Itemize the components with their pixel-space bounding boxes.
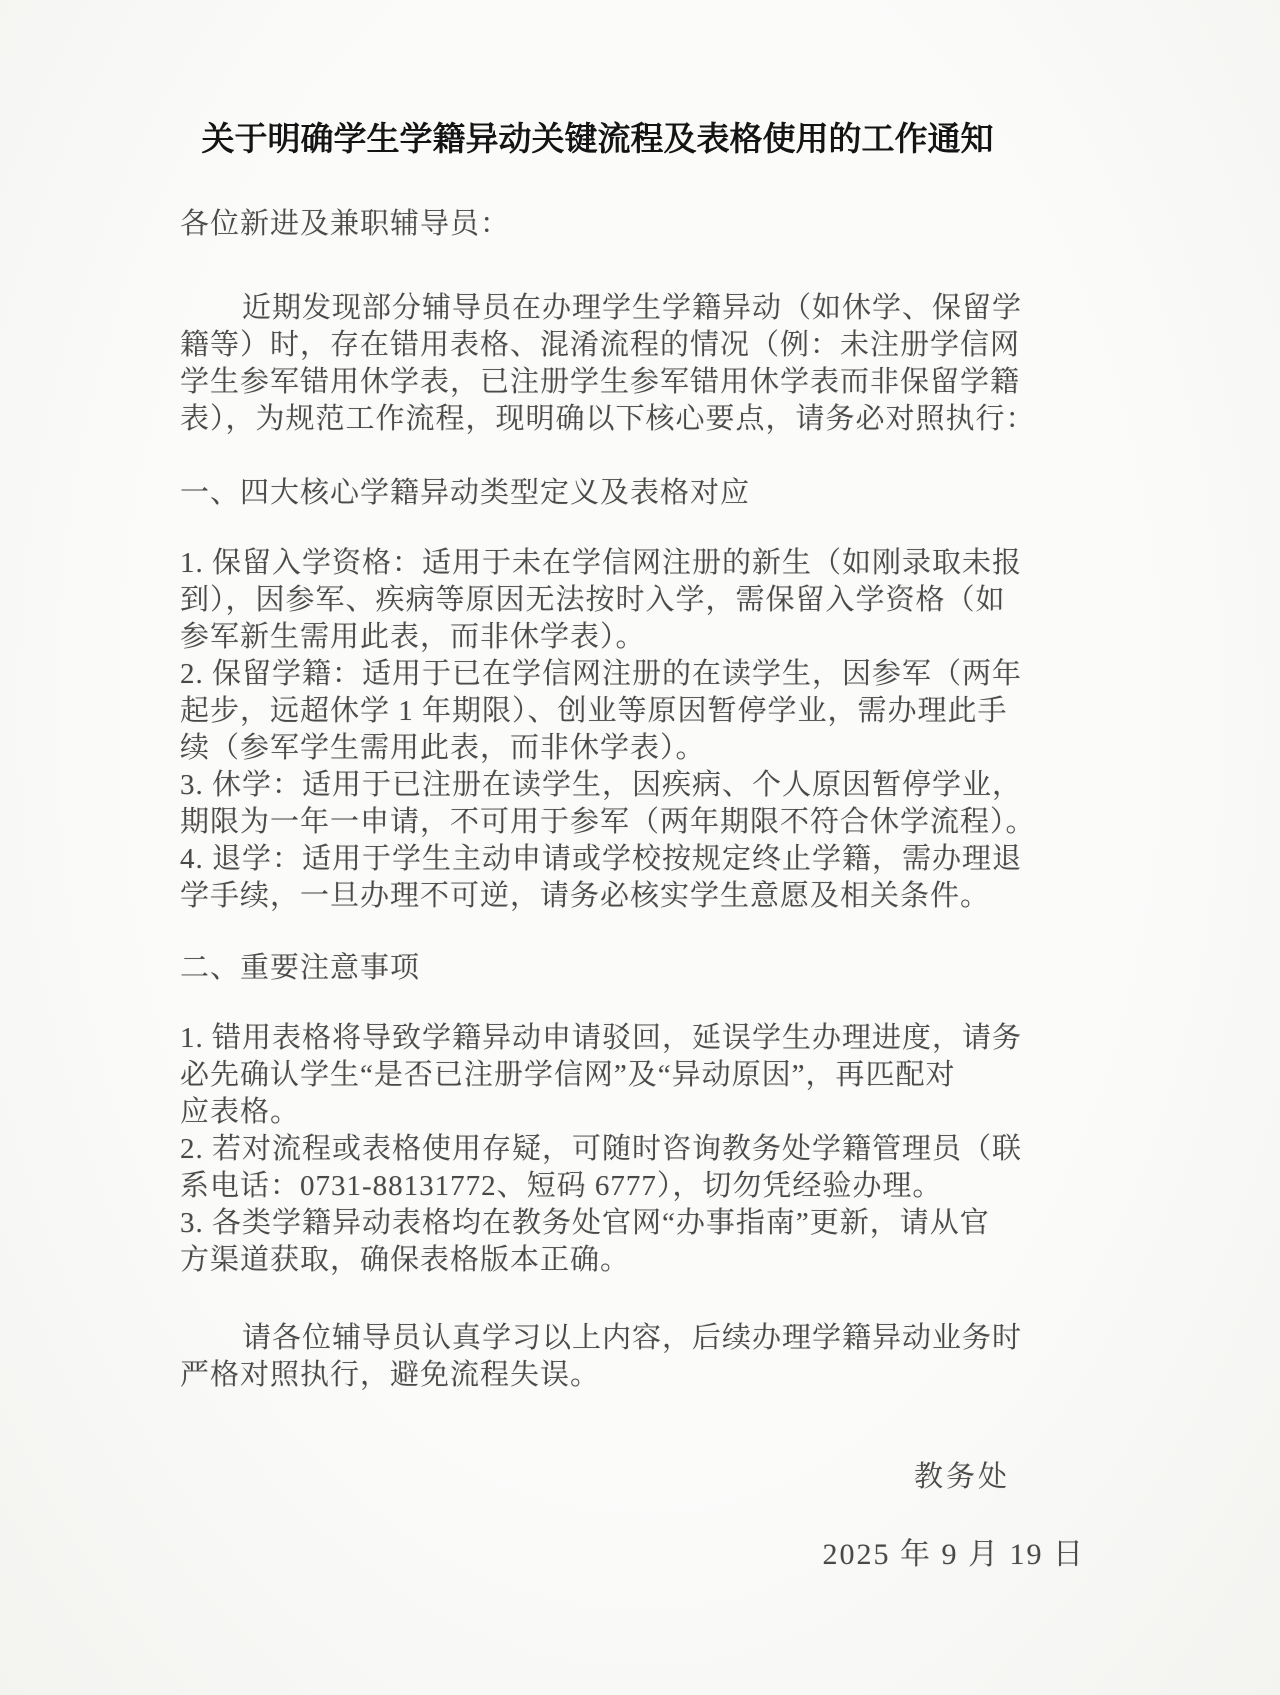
section1-item-4 — [180, 841, 1085, 915]
text-line: 应表格。 — [180, 1096, 301, 1128]
text-line: 续（参军学生需用此表，而非休学表）。 — [180, 732, 706, 764]
text-line: 近期发现部分辅导员在办理学生学籍异动（如休学、保留学 — [242, 292, 1023, 324]
text-line: 方渠道获取，确保表格版本正确。 — [180, 1244, 631, 1276]
issue-date: 2025 年 9 月 19 日 — [822, 1538, 1085, 1571]
salutation: 各位新进及兼职辅导员： — [180, 208, 511, 240]
text-line: 1. 保留入学资格：适用于未在学信网注册的新生（如刚录取未报 — [180, 547, 1023, 579]
text-line: 起步，远超休学 1 年期限）、创业等原因暂停学业，需办理此手 — [180, 695, 1008, 727]
text-line: 表），为规范工作流程，现明确以下核心要点，请务必对照执行： — [180, 403, 1036, 435]
text-line: 学生参军错用休学表，已注册学生参军错用休学表而非保留学籍 — [180, 366, 1021, 398]
text-line: 必先确认学生“是否已注册学信网”及“异动原因”，再匹配对 — [180, 1059, 956, 1091]
section2-list — [180, 1020, 1085, 1279]
section2-item-2 — [180, 1131, 1085, 1205]
section2-item-3 — [180, 1205, 1085, 1279]
text-line: 2. 若对流程或表格使用存疑，可随时咨询教务处学籍管理员（联 — [180, 1133, 1023, 1165]
text-line: 系电话：0731-88131772、短码 6777），切勿凭经验办理。 — [180, 1170, 943, 1202]
notice-title: 关于明确学生学籍异动关键流程及表格使用的工作通知 — [201, 120, 994, 157]
text-line: 到），因参军、疾病等原因无法按时入学，需保留入学资格（如 — [180, 584, 1006, 616]
text-line: 期限为一年一申请，不可用于参军（两年期限不符合休学流程）。 — [180, 806, 1036, 838]
section1-heading: 一、四大核心学籍异动类型定义及表格对应 — [180, 477, 751, 509]
section1-item-1 — [180, 545, 1085, 656]
text-line: 参军新生需用此表，而非休学表）。 — [180, 621, 646, 653]
issuer-name: 教务处 — [913, 1461, 1010, 1493]
text-line: 4. 退学：适用于学生主动申请或学校按规定终止学籍，需办理退 — [180, 843, 1023, 875]
text-line: 1. 错用表格将导致学籍异动申请驳回，延误学生办理进度，请务 — [180, 1022, 1023, 1054]
section1-item-2 — [180, 656, 1085, 767]
text-line: 3. 各类学籍异动表格均在教务处官网“办事指南”更新，请从官 — [180, 1207, 990, 1239]
text-line: 籍等）时，存在错用表格、混淆流程的情况（例：未注册学信网 — [180, 329, 1021, 361]
closing-paragraph — [180, 1320, 1085, 1394]
text-line: 3. 休学：适用于已注册在读学生，因疾病、个人原因暂停学业， — [180, 769, 1023, 801]
section2-heading: 二、重要注意事项 — [180, 952, 421, 984]
document-content — [180, 0, 1085, 1574]
signature-block — [180, 1458, 1085, 1574]
section1-item-3 — [180, 767, 1085, 841]
section1-list — [180, 545, 1085, 915]
section2-item-1 — [180, 1020, 1085, 1131]
text-line: 学手续，一旦办理不可逆，请务必核实学生意愿及相关条件。 — [180, 880, 991, 912]
text-line: 请各位辅导员认真学习以上内容，后续办理学籍异动业务时 — [242, 1322, 1023, 1354]
intro-paragraph — [180, 290, 1085, 438]
text-line: 2. 保留学籍：适用于已在学信网注册的在读学生，因参军（两年 — [180, 658, 1023, 690]
text-line: 严格对照执行，避免流程失误。 — [180, 1359, 601, 1391]
